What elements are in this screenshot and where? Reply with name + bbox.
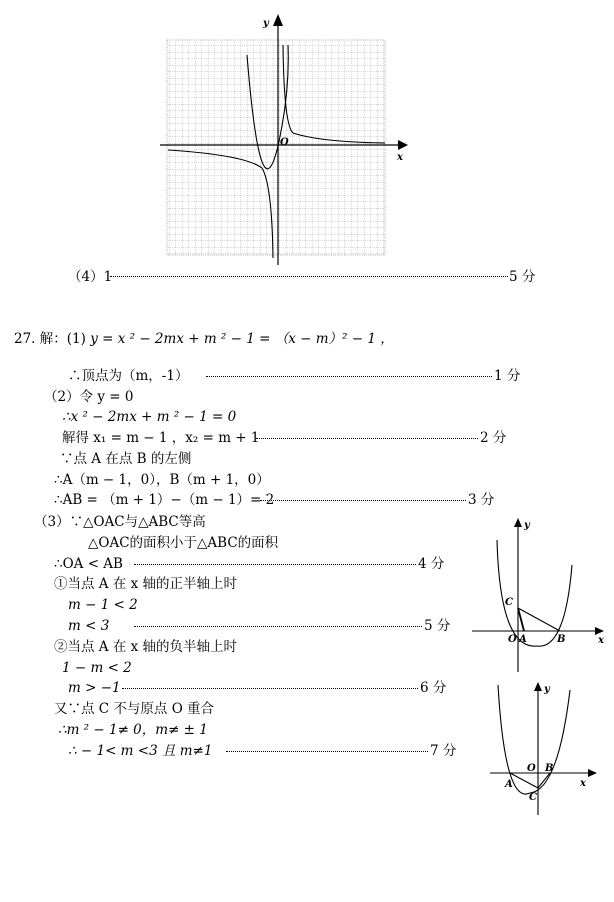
axis-label-y: y <box>524 520 530 531</box>
part4-label: （4） <box>68 269 104 285</box>
q27-p2-head: （2）令 y = 0 <box>44 389 134 405</box>
q27-p3-oa: ∴OA < AB <box>54 556 123 572</box>
q27-vertex: ∴顶点为（m，-1） <box>68 368 189 384</box>
q27-p2-ab-score: 3 分 <box>468 492 495 508</box>
point-label-b: B <box>557 634 566 645</box>
q27-p2-solve: 解得 x₁ = m − 1 ，x₂ = m + 1 <box>62 430 260 446</box>
parabola-curve <box>498 685 570 794</box>
point-label-c: C <box>505 597 513 608</box>
origin-label: O <box>280 137 289 148</box>
q27-p3-head: （3）∵△OAC与△ABC等高 <box>34 514 206 530</box>
part4-answer: 1 <box>103 269 113 285</box>
point-label-b: B <box>545 763 554 774</box>
q27-vertex-score: 1 分 <box>494 368 521 384</box>
q27-p2-ab: ∴AB = （m + 1）−（m − 1）= 2 <box>54 492 275 508</box>
q27-c2-eq2: m > −1 <box>68 680 121 696</box>
q27-c1-score: 5 分 <box>424 618 451 634</box>
q27-p2-because: ∵点 A 在点 B 的左侧 <box>60 451 192 467</box>
q27-p2-coords: ∴A（m − 1，0），B（m + 1，0） <box>54 472 270 488</box>
axis-label-y: y <box>263 18 269 29</box>
axis-label-y: y <box>544 684 550 695</box>
q27-solution-label: 解：(1) <box>39 331 86 347</box>
point-label-c: C <box>529 792 537 803</box>
q27-p2-solve-score: 2 分 <box>480 430 507 446</box>
point-label-o: O <box>508 634 517 645</box>
q27-c1-eq1: m − 1 < 2 <box>68 597 138 613</box>
q27-p3-area: △OAC的面积小于△ABC的面积 <box>88 535 279 551</box>
point-label-a: A <box>519 634 527 645</box>
segment-ac <box>510 773 538 788</box>
axis-label-x: x <box>598 635 604 646</box>
axis-label-x: x <box>397 152 403 163</box>
q27-c2-head: ②当点 A 在 x 轴的负半轴上时 <box>54 639 238 655</box>
q27-p2-eq: ∴x ² − 2mx + m ² − 1 = 0 <box>62 409 237 425</box>
part4-score: 5 分 <box>509 269 536 285</box>
q27-number: 27. <box>14 331 36 347</box>
point-label-o: O <box>527 763 536 774</box>
q27-c2-score: 6 分 <box>420 680 447 696</box>
q27-c3-eq2: ∴ − 1< m <3 且 m≠1 <box>68 743 213 759</box>
segment-cb <box>538 773 550 788</box>
point-label-a: A <box>505 779 513 790</box>
axis-label-x: x <box>580 778 586 789</box>
q27-eq1: y = x ² − 2mx + m ² − 1 = （x − m）² − 1 ， <box>90 331 394 347</box>
q27-c1-eq2: m < 3 <box>68 618 110 634</box>
q27-c3-eq1: ∴m ² − 1≠ 0，m≠ ± 1 <box>58 722 208 738</box>
q27-c3-head: 又∵点 C 不与原点 O 重合 <box>54 701 215 717</box>
q27-c3-score: 7 分 <box>430 743 457 759</box>
q27-c1-head: ①当点 A 在 x 轴的正半轴上时 <box>54 576 238 592</box>
q27-p3-oa-score: 4 分 <box>418 556 445 572</box>
q27-c2-eq1: 1 − m < 2 <box>62 660 132 676</box>
